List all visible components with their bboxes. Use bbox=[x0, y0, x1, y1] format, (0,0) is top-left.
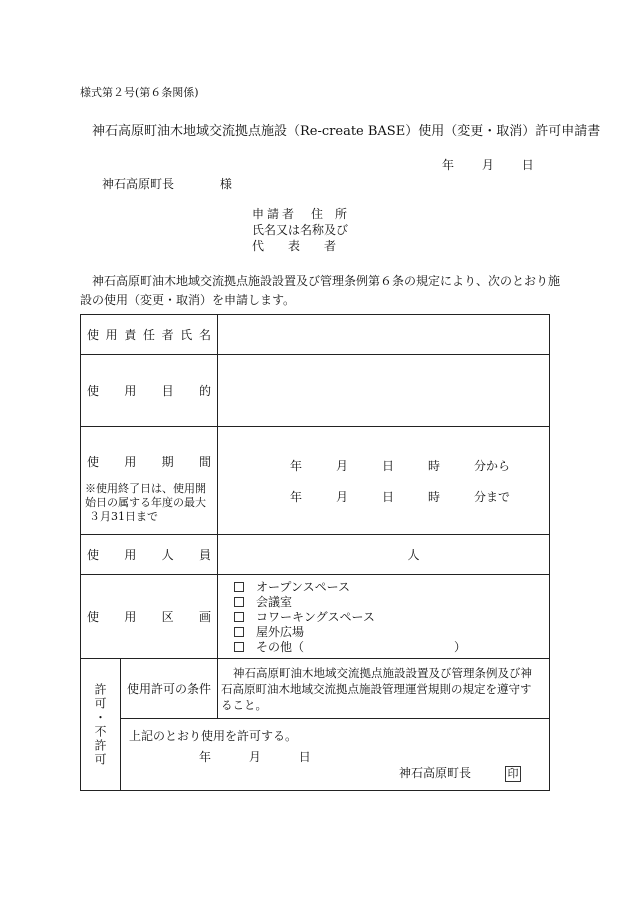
application-table bbox=[80, 314, 550, 791]
section-options bbox=[218, 575, 550, 659]
applicant-label: 申請者 bbox=[252, 207, 298, 221]
permit-date bbox=[199, 748, 549, 765]
from-hour: 時 bbox=[427, 458, 440, 473]
char: 期 bbox=[161, 455, 174, 469]
checkbox-icon[interactable] bbox=[234, 612, 244, 622]
char: 責 bbox=[124, 328, 137, 342]
addressee-name: 神石高原町長 bbox=[102, 177, 175, 191]
char: 人 bbox=[161, 548, 174, 562]
to-year: 年 bbox=[290, 489, 303, 504]
section-row bbox=[81, 575, 550, 659]
addressee-honorific: 様 bbox=[219, 177, 232, 191]
purpose-row bbox=[81, 355, 550, 427]
permit-year: 年 bbox=[199, 750, 212, 764]
responsible-input[interactable] bbox=[218, 315, 550, 355]
people-unit: 人 bbox=[407, 548, 420, 562]
char: 使 bbox=[87, 548, 100, 562]
to-month: 月 bbox=[336, 489, 349, 504]
period-from bbox=[290, 457, 510, 474]
period-note bbox=[81, 482, 217, 524]
address-label: 住 所 bbox=[311, 207, 348, 221]
option-open-space[interactable] bbox=[234, 579, 549, 594]
option-label: オープンスペース bbox=[256, 580, 350, 594]
purpose-input[interactable] bbox=[218, 355, 550, 427]
condition-label: 使用許可の条件 bbox=[127, 682, 212, 696]
permit-side-label: 許可・不許可 bbox=[93, 682, 107, 767]
condition-row bbox=[81, 659, 550, 719]
to-minute: 分まで bbox=[473, 489, 510, 504]
to-day: 日 bbox=[381, 489, 394, 504]
year-label: 年 bbox=[442, 158, 455, 172]
document-title: 神石高原町油木地域交流拠点施設（Re-create BASE）使用（変更・取消）許可申請書 bbox=[92, 124, 601, 139]
period-to bbox=[290, 488, 510, 505]
option-other[interactable] bbox=[234, 639, 549, 654]
checkbox-icon[interactable] bbox=[234, 642, 244, 652]
responsible-row bbox=[81, 315, 550, 355]
char: 区 bbox=[161, 610, 174, 624]
applicant-block bbox=[252, 206, 348, 254]
mayor-label: 神石高原町長 bbox=[399, 766, 472, 780]
intro-text bbox=[80, 272, 560, 310]
option-meeting-room[interactable] bbox=[234, 594, 549, 609]
addressee bbox=[102, 175, 232, 192]
char: 名 bbox=[198, 328, 211, 342]
char: 者 bbox=[161, 328, 174, 342]
checkbox-icon[interactable] bbox=[234, 627, 244, 637]
option-label: コワーキングスペース bbox=[256, 610, 375, 624]
condition-label-cell bbox=[121, 659, 218, 719]
char: 目 bbox=[161, 384, 174, 398]
name-label: 氏名又は名称及び bbox=[252, 223, 349, 237]
permit-row bbox=[81, 719, 550, 791]
form-reference: 様式第２号(第６条関係) bbox=[80, 86, 199, 99]
char: 用 bbox=[124, 610, 137, 624]
intro-line-1: 神石高原町油木地域交流拠点施設設置及び管理条例第６条の規定により、次のとおり施 bbox=[92, 274, 561, 288]
char: 員 bbox=[198, 548, 211, 562]
char: 任 bbox=[142, 328, 155, 342]
char: 画 bbox=[198, 610, 211, 624]
people-input[interactable] bbox=[218, 535, 550, 575]
people-label-cell bbox=[81, 535, 218, 575]
condition-line: 石高原町油木地域交流拠点施設管理運営規則の規定を遵守す bbox=[221, 681, 532, 696]
char: 使 bbox=[87, 455, 100, 469]
condition-line: 神石高原町油木地域交流拠点施設設置及び管理条例及び神 bbox=[233, 665, 533, 680]
char: 用 bbox=[105, 328, 118, 342]
char: 用 bbox=[124, 455, 137, 469]
char: 間 bbox=[198, 455, 211, 469]
checkbox-icon[interactable] bbox=[234, 582, 244, 592]
option-outdoor-plaza[interactable] bbox=[234, 624, 549, 639]
permit-month: 月 bbox=[248, 750, 261, 764]
from-year: 年 bbox=[290, 458, 303, 473]
period-note-line: ３月31日まで bbox=[89, 510, 158, 523]
period-input[interactable] bbox=[218, 427, 550, 535]
condition-text-cell bbox=[218, 659, 550, 719]
mayor-signature bbox=[399, 764, 521, 782]
period-row bbox=[81, 427, 550, 535]
purpose-label-cell bbox=[81, 355, 218, 427]
option-label: 屋外広場 bbox=[256, 625, 305, 639]
option-other-close: ） bbox=[454, 640, 467, 654]
char: 使 bbox=[87, 328, 100, 342]
date-line bbox=[442, 156, 534, 173]
day-label: 日 bbox=[521, 158, 534, 172]
period-label-cell bbox=[81, 427, 218, 535]
section-label-cell bbox=[81, 575, 218, 659]
option-label: 会議室 bbox=[256, 595, 293, 609]
char: 的 bbox=[198, 384, 211, 398]
to-hour: 時 bbox=[427, 489, 440, 504]
intro-line-2: 設の使用（変更・取消）を申請します。 bbox=[80, 293, 296, 307]
from-month: 月 bbox=[336, 458, 349, 473]
seal-icon: 印 bbox=[505, 766, 521, 782]
from-minute: 分から bbox=[473, 458, 510, 473]
permit-text: 上記のとおり使用を許可する。 bbox=[129, 729, 298, 743]
representative-label: 代 表 者 bbox=[252, 239, 337, 253]
option-coworking[interactable] bbox=[234, 609, 549, 624]
condition-line: ること。 bbox=[221, 697, 268, 712]
char: 氏 bbox=[180, 328, 193, 342]
permit-cell bbox=[121, 719, 550, 791]
option-label: その他（ bbox=[256, 640, 305, 654]
responsible-label-cell bbox=[81, 315, 218, 355]
char: 使 bbox=[87, 610, 100, 624]
period-note-line: ※使用終了日は、使用開 bbox=[85, 482, 206, 495]
month-label: 月 bbox=[481, 158, 494, 172]
char: 使 bbox=[87, 384, 100, 398]
char: 用 bbox=[124, 548, 137, 562]
period-note-line: 始日の属する年度の最大 bbox=[85, 496, 206, 509]
from-day: 日 bbox=[381, 458, 394, 473]
permit-day: 日 bbox=[298, 750, 311, 764]
people-row bbox=[81, 535, 550, 575]
permit-side-cell bbox=[81, 659, 121, 791]
char: 用 bbox=[124, 384, 137, 398]
checkbox-icon[interactable] bbox=[234, 597, 244, 607]
